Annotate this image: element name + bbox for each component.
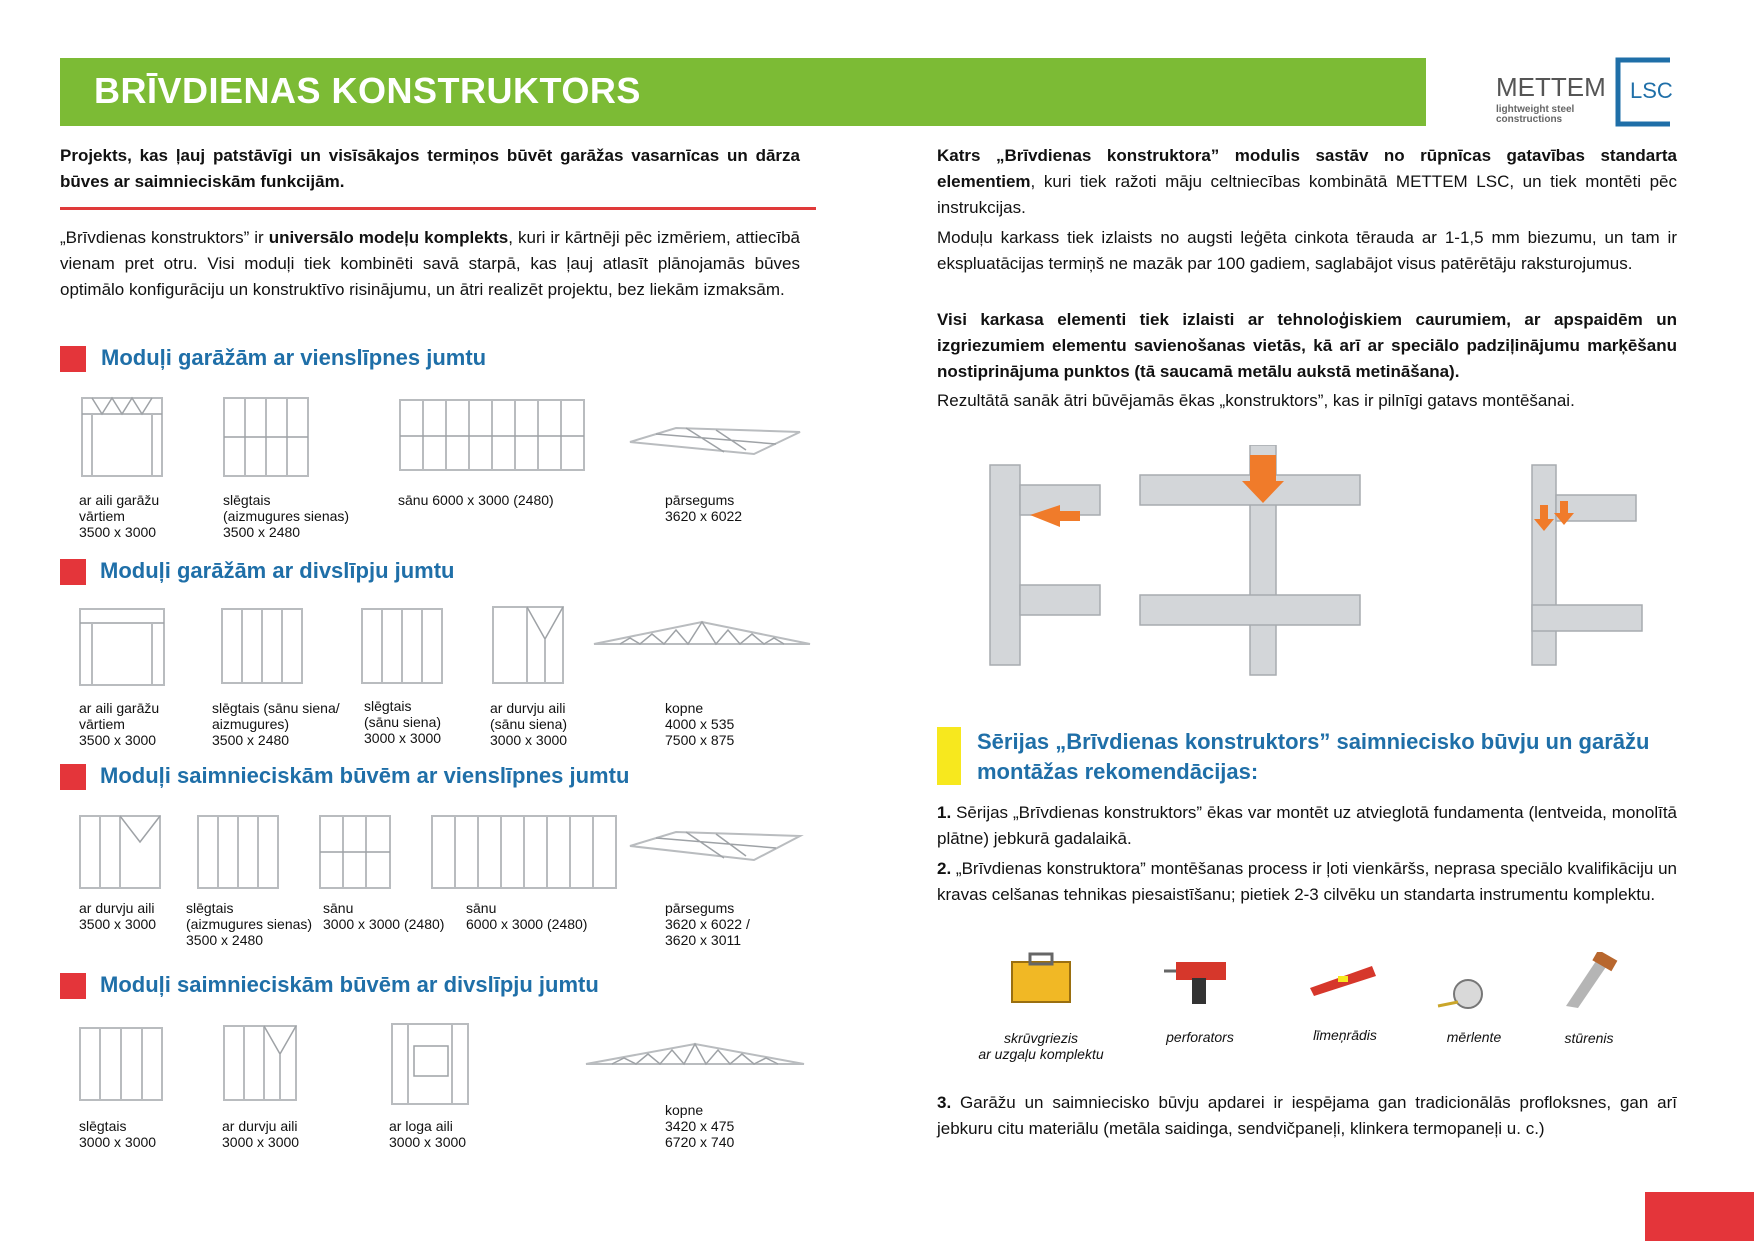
logo-tagline-1: lightweight steel (1496, 104, 1575, 115)
result-paragraph: Rezultātā sanāk ātri būvējamās ēkas „konstruktors”, kas ir pilnīgi gatavs montēšanai. (937, 391, 1575, 410)
page-title: BRĪVDIENAS KONSTRUKTORS (94, 70, 641, 111)
logo-word: METTEM (1496, 72, 1606, 102)
tool-caption: skrūvgriezis ar uzgaļu komplektu (978, 1030, 1104, 1062)
module-frame-image (78, 392, 168, 482)
module-frame-image (358, 605, 448, 687)
module-caption: slēgtais 3000 x 3000 (79, 1118, 157, 1150)
module-caption: slēgtais (aizmugures sienas) 3500 x 2480 (223, 492, 350, 540)
elements-paragraph: Visi karkasa elementi tiek izlaisti ar tehnoloģiskiem caurumiem, ar apspaidēm un izgriezumiem elementu savienošanas vietās, kā arī ar speciālo padziļinājumu marķēšanu nostiprinājuma punktos (tā saucamā metālu aukstā metināšana). (937, 310, 1677, 381)
module-caption: ar durvju aili (sānu siena) 3000 x 3000 (490, 700, 568, 748)
section-marker (60, 764, 86, 790)
module-frame-image (76, 1024, 168, 1104)
level-icon (1306, 958, 1378, 998)
module-caption: pārsegums 3620 x 6022 (665, 492, 743, 524)
module-caption: ar durvju aili 3500 x 3000 (79, 900, 157, 932)
module-frame-image (76, 812, 166, 892)
module-frame-image (489, 603, 569, 687)
step-3: 3. Garāžu un saimniecisko būvju apdarei ir iespējama gan tradicionālās profloksnes, gan arī jebkuru citu materiālu (metāla saidinga, sendvičpaneļi, klinkera termopaneļi u. c.) (937, 1093, 1677, 1138)
section-title: Moduļi saimnieciskām būvēm ar divslīpju jumtu (100, 972, 599, 997)
company-logo (1490, 56, 1690, 130)
module-caption: ar aili garāžu vārtiem 3500 x 3000 (79, 700, 160, 748)
recommendations-title: Sērijas „Brīvdienas konstruktors” saimniecisko būvju un garāžu montāžas rekomendācijas: (977, 729, 1650, 784)
section-marker (60, 973, 86, 999)
module-frame-image (220, 1022, 302, 1104)
truss-image (582, 1040, 808, 1072)
module-caption: sānu 6000 x 3000 (2480) (466, 900, 588, 932)
module-caption: ar loga aili 3000 x 3000 (389, 1118, 467, 1150)
module-caption: ar aili garāžu vārtiem 3500 x 3000 (79, 492, 160, 540)
square-ruler-icon (1558, 952, 1624, 1012)
tool-caption: stūrenis (1564, 1030, 1614, 1046)
module-caption: kopne 3420 x 475 6720 x 740 (665, 1102, 735, 1150)
module-frame-image (194, 812, 284, 892)
module-caption: sānu 3000 x 3000 (2480) (323, 900, 445, 932)
step-2: 2. „Brīvdienas konstruktora” montēšanas process ir ļoti vienkāršs, neprasa speciālo kvalifikāciju un kravas celšanas tehnikas piesaistīšanu; pietiek 2-3 cilvēku un standarta instrumentu komplektu. (937, 859, 1677, 904)
section-title: Moduļi saimnieciskām būvēm ar vienslīpnes jumtu (100, 763, 630, 788)
module-frame-image (220, 392, 315, 482)
tool-caption: perforators (1166, 1029, 1234, 1045)
tool-caption: līmeņrādis (1313, 1027, 1377, 1043)
divider (60, 207, 816, 210)
module-caption: kopne 4000 x 535 7500 x 875 (665, 700, 735, 748)
corner-block (1645, 1192, 1754, 1241)
floor-frame-image (626, 824, 804, 866)
module-frame-image (76, 605, 171, 690)
frame-paragraph: Moduļu karkass tiek izlaists no augsti leģēta cinkota tērauda ar 1-1,5 mm biezumu, un tam ir ekspluatācijas termiņš ne mazāk par 100 gadiem, saglabājot visus patērētāju raksturojumus. (937, 228, 1677, 273)
module-caption: pārsegums 3620 x 6022 / 3620 x 3011 (665, 900, 750, 948)
drill-icon (1162, 954, 1238, 1006)
tape-measure-icon (1434, 976, 1494, 1016)
module-caption: slēgtais (sānu siena/ aizmugures) 3500 x 2480 (212, 700, 340, 748)
module-frame-image (396, 396, 591, 476)
module-frame-image (218, 605, 308, 687)
section-title: Moduļi garāžām ar vienslīpnes jumtu (101, 345, 487, 370)
module-frame-image (388, 1020, 474, 1110)
description: „Brīvdienas konstruktors” ir universālo modeļu komplekts, kuri ir kārtnēji pēc izmēriem, attiecībā vienam pret otru. Visi moduļi tiek kombinēti savā starpā, kas ļauj atlasīt plānojamās būves optimālo konfigurāciju un konstruktīvo risinājumu, un ātri realizēt projektu, bez liekām izmaksām. (60, 228, 800, 299)
section-title: Moduļi garāžām ar divslīpju jumtu (100, 558, 455, 583)
module-caption: slēgtais (aizmugures sienas) 3500 x 2480 (186, 900, 313, 948)
section-marker (60, 559, 86, 585)
modules-paragraph: Katrs „Brīvdienas konstruktora” modulis sastāv no rūpnīcas gatavības standarta elementiem, kuri tiek ražoti māju celtniecības kombinātā METTEM LSC, un tiek montēti pēc instrukcijas. (937, 146, 1677, 217)
module-frame-image (316, 812, 396, 892)
logo-tagline-2: constructions (1496, 114, 1563, 125)
step-1: 1. Sērijas „Brīvdienas konstruktors” ēkas var montēt uz atvieglotā fundamenta (lentveida, monolītā plātne) jebkurā gadalaikā. (937, 803, 1677, 848)
section-marker (60, 346, 86, 372)
module-caption: sānu 6000 x 3000 (2480) (398, 492, 554, 508)
logo-mark: LSC (1630, 78, 1673, 103)
module-caption: ar durvju aili 3000 x 3000 (222, 1118, 300, 1150)
module-caption: slēgtais (sānu siena) 3000 x 3000 (364, 698, 442, 746)
module-frame-image (428, 812, 623, 894)
joint-illustrations (980, 445, 1660, 685)
tool-caption: mērlente (1446, 1029, 1502, 1045)
truss-image (590, 618, 814, 652)
section-marker (937, 727, 961, 785)
intro-text: Projekts, kas ļauj patstāvīgi un visīsākajos termiņos būvēt garāžas vasarnīcas un dārza būves ar saimnieciskām funkcijām. (60, 146, 800, 191)
floor-frame-image (626, 420, 804, 460)
toolbox-icon (1006, 948, 1076, 1008)
